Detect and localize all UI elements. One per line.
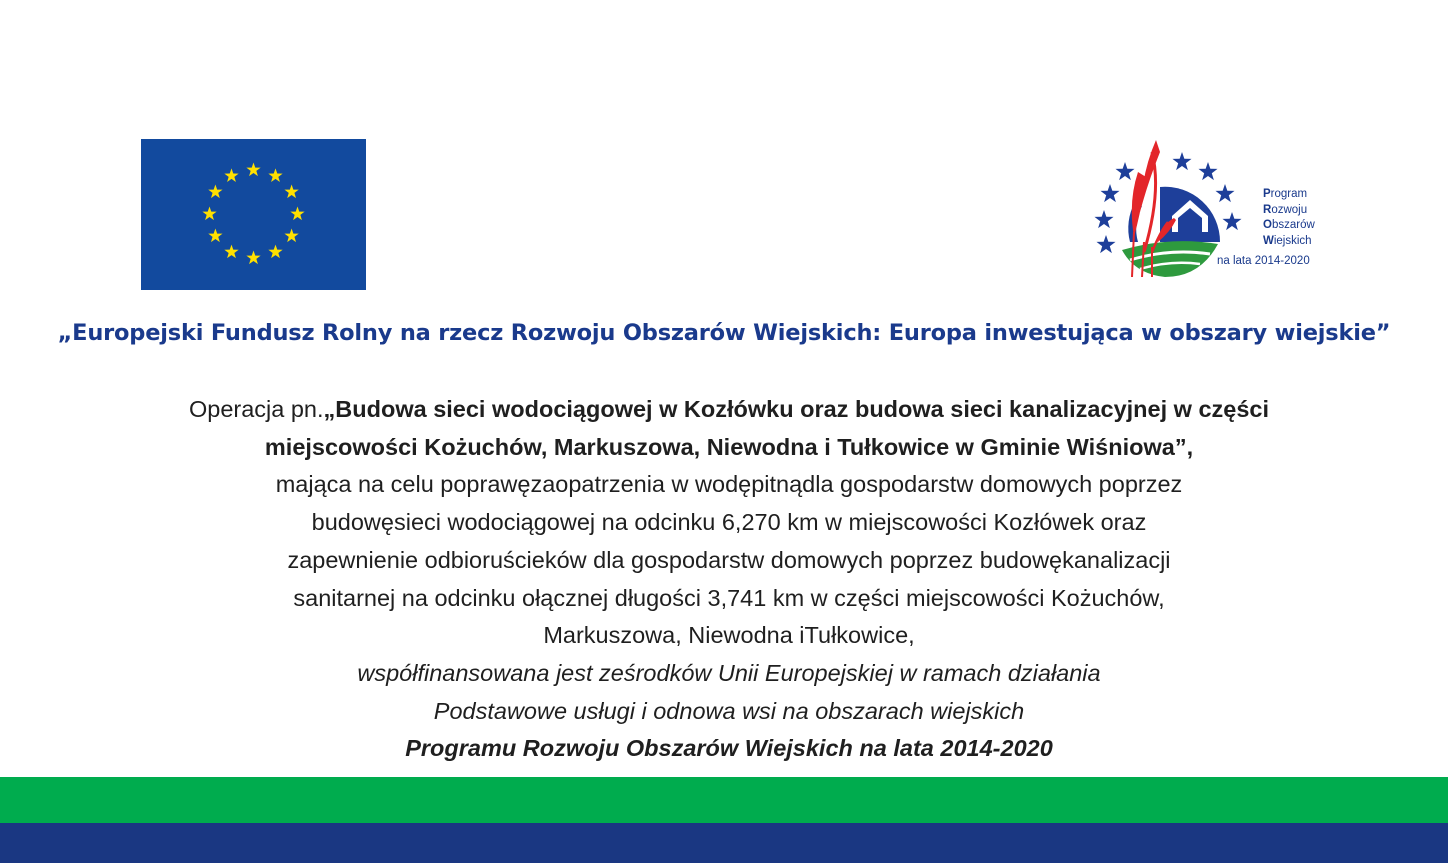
cofinancing-line-1: współfinansowana jest ześrodków Unii Europejskiej w ramach działania: [357, 659, 1101, 686]
description-line-1: mająca na celu poprawęzaopatrzenia w wodępitnądla gospodarstw domowych poprzez: [275, 471, 1183, 498]
prow-line-obszarow: Obszarów: [1263, 219, 1315, 231]
prow-line-program: Program: [1263, 188, 1308, 200]
operation-description: [0, 391, 1448, 768]
operation-title-line-2: miejscowości Kożuchów, Markuszowa, Niewodna i Tułkowice w Gminie Wiśniowa”,: [264, 433, 1194, 460]
cofinancing-line-2: Podstawowe usługi i odnowa wsi na obszarach wiejskich: [433, 697, 1025, 724]
prow-line-rozwoju: Rozwoju: [1263, 203, 1308, 216]
description-line-3: zapewnienie odbioruścieków dla gospodarstw domowych poprzez budowękanalizacji: [287, 546, 1171, 573]
description-line-5: Markuszowa, Niewodna iTułkowice,: [543, 622, 915, 649]
programme-name: Programu Rozwoju Obszarów Wiejskich na lata 2014-2020: [405, 735, 1053, 762]
prow-logo-text: [1263, 187, 1315, 249]
eu-stars-icon: [141, 139, 366, 290]
description-line-4: sanitarnej na odcinku ołącznej długości 3,741 km w części miejscowości Kożuchów,: [293, 584, 1165, 611]
prow-line-wiejskich: Wiejskich: [1263, 234, 1312, 247]
footer-stripe-blue: [0, 823, 1448, 863]
operation-title-1: „Budowa sieci wodociągowej w Kozłówku oraz budowa sieci kanalizacyjnej w części: [323, 396, 1270, 422]
footer-stripe-green: [0, 777, 1448, 823]
prow-years: na lata 2014-2020: [1217, 255, 1310, 267]
operation-prefix: Operacja pn.: [188, 396, 324, 422]
operation-title-line-1: [0, 391, 1448, 429]
eu-flag-logo: [141, 139, 366, 290]
description-line-2: budowęsieci wodociągowej na odcinku 6,270 km w miejscowości Kozłówek oraz: [311, 509, 1147, 536]
eafrd-slogan: „Europejski Fundusz Rolny na rzecz Rozwoju Obszarów Wiejskich: Europa inwestująca w obszary wiejskie”: [57, 320, 1391, 346]
